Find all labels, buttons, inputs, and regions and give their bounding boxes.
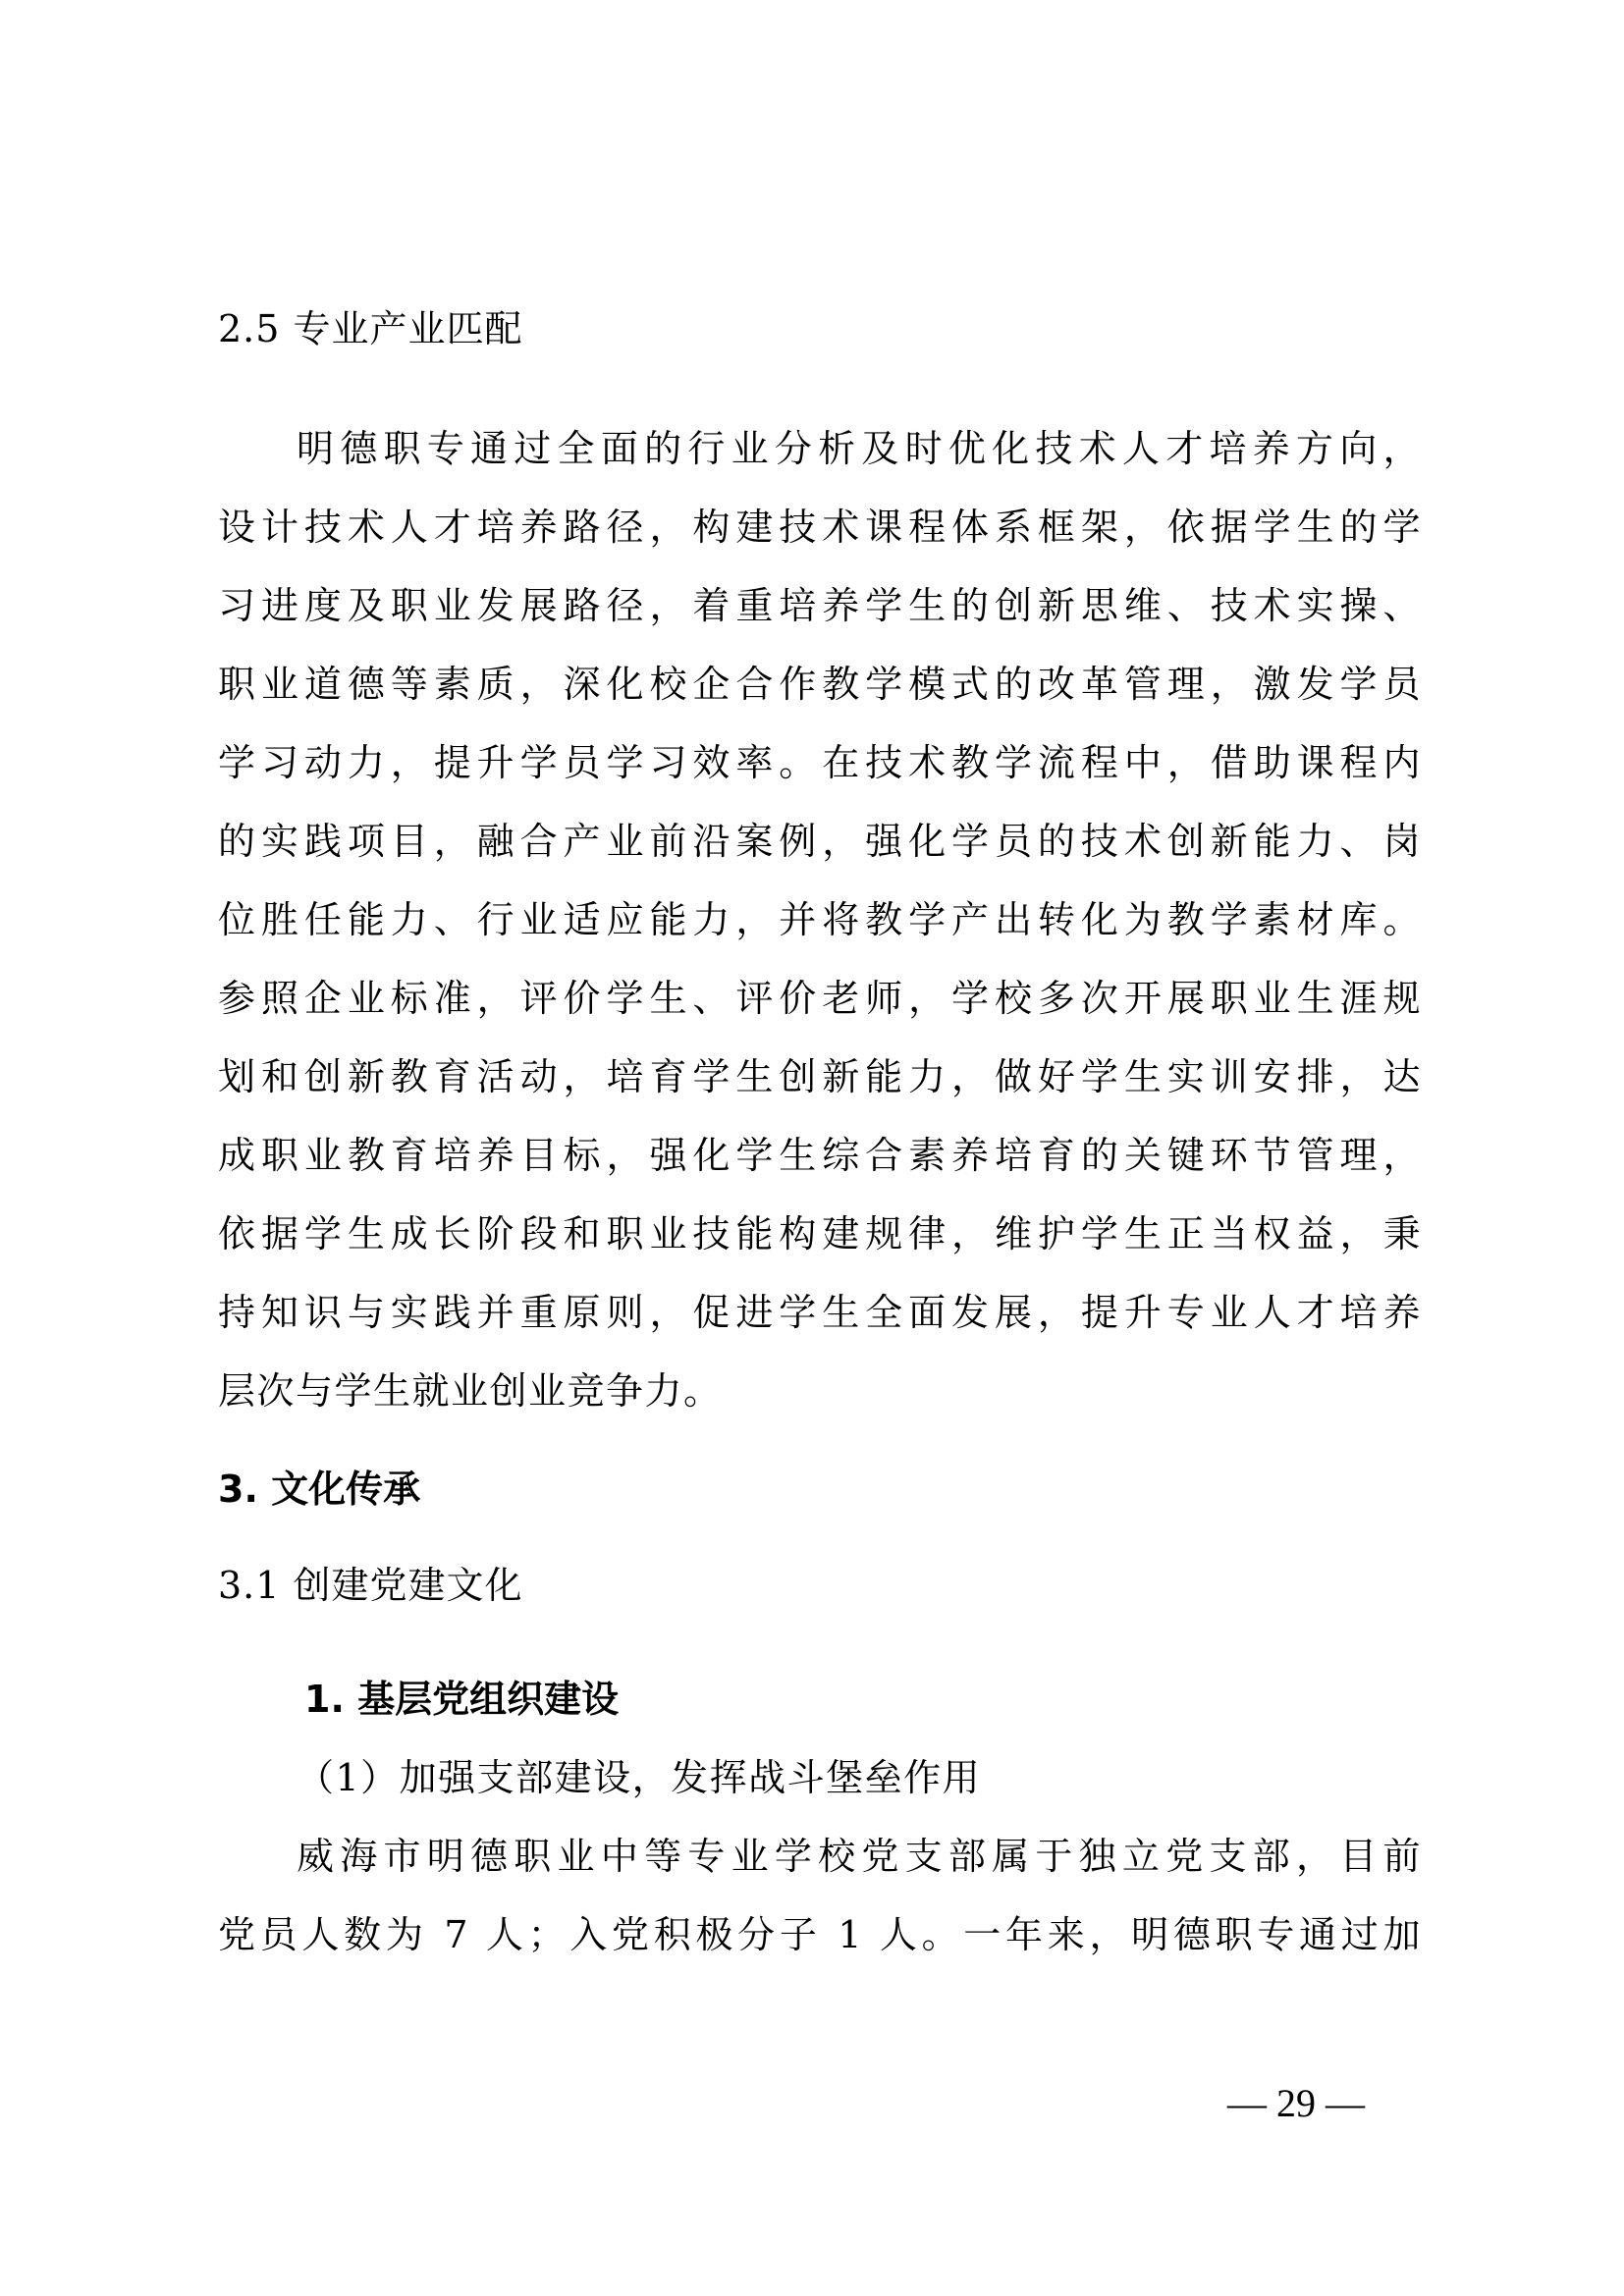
section-heading-3: 3. 文化传承: [218, 1468, 421, 1511]
paragraph-line: 持知识与实践并重原则，促进学生全面发展，提升专业人才培养: [218, 1291, 1422, 1334]
paragraph-line: 威海市明德职业中等专业学校党支部属于独立党支部，目前: [297, 1835, 1422, 1878]
paragraph-line: 职业道德等素质，深化校企合作教学模式的改革管理，激发学员: [218, 663, 1422, 706]
sub-item-heading-1: （1）加强支部建设，发挥战斗堡垒作用: [297, 1756, 982, 1799]
paragraph-line: 习进度及职业发展路径，着重培养学生的创新思维、技术实操、: [218, 584, 1422, 627]
page-number: — 29 —: [1227, 2081, 1365, 2125]
paragraph-line: 层次与学生就业创业竞争力。: [218, 1369, 723, 1413]
paragraph-line: 成职业教育培养目标，强化学生综合素养培育的关键环节管理，: [218, 1134, 1422, 1177]
item-heading-1: 1. 基层党组织建设: [304, 1678, 620, 1721]
paragraph-line: 参照企业标准，评价学生、评价老师，学校多次开展职业生涯规: [218, 977, 1422, 1020]
section-heading-2-5: 2.5 专业产业匹配: [218, 307, 523, 350]
paragraph-line: 划和创新教育活动，培育学生创新能力，做好学生实训安排，达: [218, 1055, 1422, 1098]
paragraph-line: 明德职专通过全面的行业分析及时优化技术人才培养方向，: [297, 427, 1422, 470]
section-heading-3-1: 3.1 创建党建文化: [218, 1564, 523, 1607]
paragraph-line: 设计技术人才培养路径，构建技术课程体系框架，依据学生的学: [218, 506, 1422, 549]
paragraph-line: 位胜任能力、行业适应能力，并将教学产出转化为教学素材库。: [218, 898, 1422, 941]
paragraph-line: 学习动力，提升学员学习效率。在技术教学流程中，借助课程内: [218, 741, 1422, 784]
paragraph-line: 的实践项目，融合产业前沿案例，强化学员的技术创新能力、岗: [218, 820, 1422, 863]
paragraph-line: 依据学生成长阶段和职业技能构建规律，维护学生正当权益，秉: [218, 1212, 1422, 1255]
paragraph-line: 党员人数为 7 人；入党积极分子 1 人。一年来，明德职专通过加: [218, 1913, 1422, 1956]
